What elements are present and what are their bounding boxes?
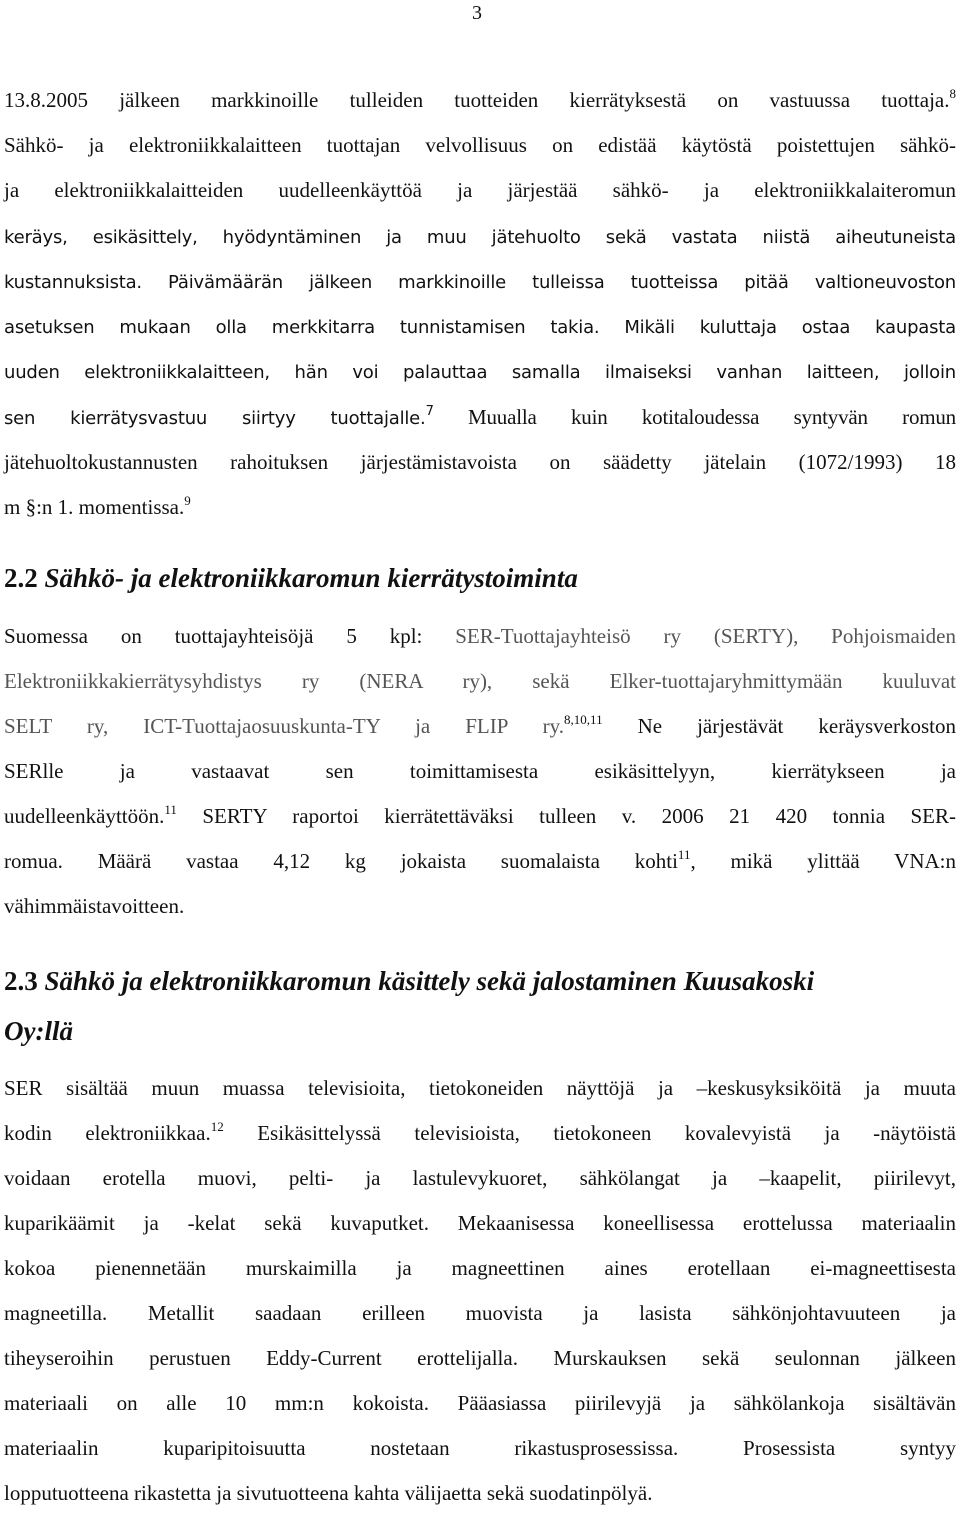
- footnote-ref: 11: [164, 802, 177, 817]
- paragraph-3: [4, 614, 956, 929]
- paragraph-1-line-2: Sähkö- ja elektroniikkalaitteen tuottajan velvollisuus on edistää käytöstä poistettujen sähkö-: [4, 133, 956, 157]
- footnote-ref: 12: [210, 1119, 224, 1134]
- paragraph-4-line-1: SER sisältää muun muassa televisioita, tietokoneiden näyttöjä ja –keskusyksiköitä ja muuta: [4, 1076, 956, 1100]
- paragraph-2-line-4: uuden elektroniikkalaitteen, hän voi palauttaa samalla ilmaiseksi vanhan laitteen, jolloin: [4, 362, 956, 383]
- paragraph-1-line-1: 13.8.2005 jälkeen markkinoille tulleiden tuotteiden kierrätyksestä on vastuussa tuottaja.$^8$: [4, 86, 956, 112]
- paragraph-4-line-4: kuparikäämit ja -kelat sekä kuvaputket. Mekaanisessa koneellisessa erottelussa materiaalin: [4, 1211, 956, 1235]
- paragraph-2-line-2: kustannuksista. Päivämäärän jälkeen markkinoille tulleissa tuotteissa pitää valtioneuvoston: [4, 272, 956, 293]
- paragraph-2-line-3: asetuksen mukaan olla merkkitarra tunnistamisen takia. Mikäli kuluttaja ostaa kaupasta: [4, 317, 956, 338]
- section-title-line-1: Sähkö ja elektroniikkaromun käsittely sekä jalostaminen Kuusakoski: [37, 966, 815, 996]
- paragraph-2-line-7: m §:n 1. momentissa.$^9$: [4, 493, 191, 519]
- paragraph-4-line-5: kokoa pienennetään murskaimilla ja magneettinen aines erotellaan ei-magneettisesta: [4, 1256, 956, 1280]
- paragraph-4: [4, 1066, 956, 1516]
- section-heading-2-3: [4, 956, 956, 1056]
- section-number: 2.3: [4, 966, 38, 996]
- paragraph-4-line-3: voidaan erotella muovi, pelti- ja lastulevykuoret, sähkölangat ja –kaapelit, piirilevyt,: [4, 1166, 956, 1190]
- footnote-ref: 7: [425, 404, 434, 419]
- footnote-ref: 9: [184, 493, 191, 508]
- paragraph-4-line-7: tiheyseroihin perustuen Eddy-Current erottelijalla. Murskauksen sekä seulonnan jälkeen: [4, 1346, 956, 1370]
- page-number: 3: [472, 2, 482, 24]
- paragraph-1: [4, 78, 956, 213]
- section-heading-2-2: [4, 556, 956, 601]
- paragraph-3-line-6: romua. Määrä vastaa 4,12 kg jokaista suomalaista kohti$^{11}$, mikä ylittää VNA:n: [4, 847, 956, 873]
- section-number: 2.2: [4, 563, 38, 593]
- paragraph-2-continued: [4, 440, 956, 530]
- paragraph-2-line-6: jätehuoltokustannusten rahoituksen järjestämistavoista on säädetty jätelain (1072/1993) 18: [4, 450, 956, 474]
- paragraph-3-line-4: SERlle ja vastaavat sen toimittamisesta esikäsittelyyn, kierrätykseen ja: [4, 759, 956, 783]
- paragraph-4-line-2: kodin elektroniikkaa.$^{12}$ Esikäsittelyssä televisioista, tietokoneen kovalevyistä ja -näytöistä: [4, 1119, 956, 1145]
- footnote-ref: 8,10,11: [564, 712, 603, 727]
- paragraph-4-line-6: magneetilla. Metallit saadaan erilleen muovista ja lasista sähkönjohtavuuteen ja: [4, 1301, 956, 1325]
- section-title: Sähkö- ja elektroniikkaromun kierrätystoiminta: [37, 563, 578, 593]
- paragraph-2: [4, 215, 956, 441]
- paragraph-4-line-9: materiaalin kuparipitoisuutta nostetaan rikastusprosessissa. Prosessista syntyy: [4, 1436, 956, 1460]
- paragraph-1-line-3: ja elektroniikkalaitteiden uudelleenkäyttöä ja järjestää sähkö- ja elektroniikkalaiteromun: [4, 178, 956, 202]
- paragraph-3-line-2: Elektroniikkakierrätysyhdistys ry (NERA ry), sekä Elker-tuottajaryhmittymään kuuluvat: [4, 669, 956, 693]
- section-title-line-2: Oy:llä: [4, 1016, 73, 1046]
- footnote-ref: 11: [677, 847, 691, 862]
- paragraph-3-line-1: Suomessa on tuottajayhteisöjä 5 kpl: SER-Tuottajayhteisö ry (SERTY), Pohjoismaiden: [4, 624, 956, 648]
- footnote-ref: 8: [949, 86, 956, 101]
- paragraph-2-line-1: keräys, esikäsittely, hyödyntäminen ja muu jätehuolto sekä vastata niistä aiheutuneista: [4, 227, 956, 248]
- paragraph-4-line-8: materiaali on alle 10 mm:n kokoista. Pääasiassa piirilevyjä ja sähkölankoja sisältävän: [4, 1391, 956, 1415]
- paragraph-3-line-3: SELT ry, ICT-Tuottajaosuuskunta-TY ja FLIP ry.$^{8,10,11}$ Ne järjestävät keräysverkoston: [4, 712, 956, 738]
- paragraph-3-line-7: vähimmäistavoitteen.: [4, 894, 185, 918]
- paragraph-3-line-5: uudelleenkäyttöön.$^{11}$ SERTY raportoi kierrätettäväksi tulleen v. 2006 21 420 tonnia SER-: [4, 802, 956, 828]
- paragraph-4-line-10: lopputuotteena rikastetta ja sivutuotteena kahta välijaetta sekä suodatinpölyä.: [4, 1481, 653, 1505]
- paragraph-2-line-5: sen kierrätysvastuu siirtyy tuottajalle.$^7$ Muualla kuin kotitaloudessa syntyvän romun: [4, 404, 956, 429]
